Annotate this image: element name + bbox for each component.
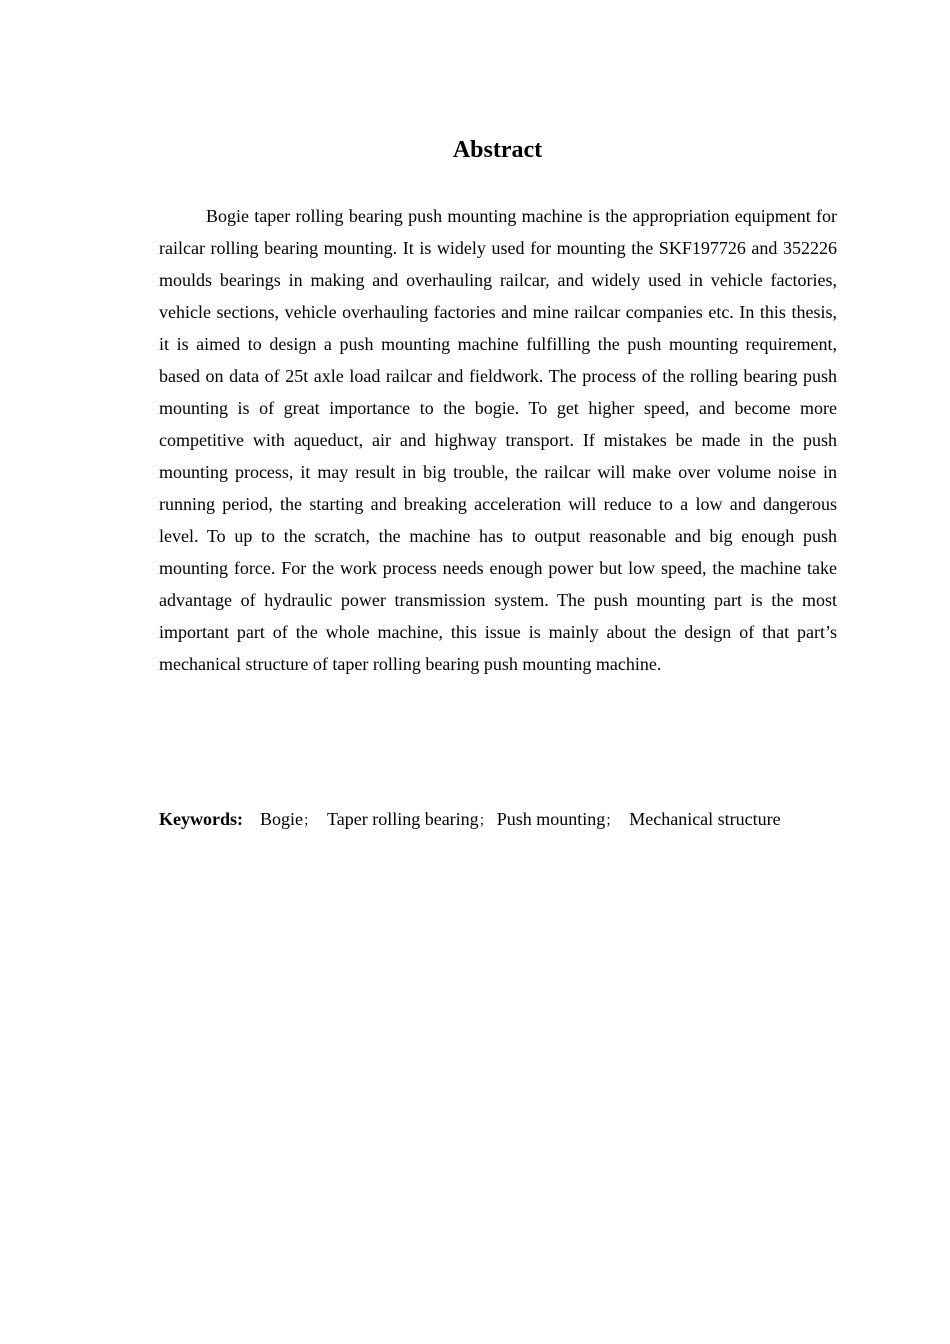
- keyword-item-taper-rolling-bearing: Taper rolling bearing: [327, 809, 479, 829]
- keyword-item-push-mounting: Push mounting: [496, 809, 606, 829]
- keywords-label: Keywords:: [159, 809, 243, 829]
- keyword-item-mechanical-structure: Mechanical structure: [629, 809, 781, 829]
- abstract-title: Abstract: [452, 137, 543, 163]
- keyword-separator: ；: [605, 813, 620, 829]
- keyword-item-bogie: Bogie: [260, 809, 303, 829]
- keywords-line: [159, 803, 879, 837]
- keyword-separator: ；: [303, 813, 317, 829]
- keyword-separator: ；: [478, 813, 493, 829]
- abstract-body: Bogie taper rolling bearing push mounting machine is the appropriation equipment for railcar rolling bearing mounting. It is widely used for mounting the SKF197726 and 352226 moulds bearings in making and overhauling railcar, and widely used in vehicle factories, vehicle sections, vehicle overhauling factories and mine railcar companies etc. In this thesis, it is aimed to design a push mounting machine fulfilling the push mounting requirement, based on data of 25t axle load railcar and fieldwork. The process of the rolling bearing push mounting is of great importance to the bogie. To get higher speed, and become more competitive with aqueduct, air and highway transport. If mistakes be made in the push mounting process, it may result in big trouble, the railcar will make over volume noise in running period, the starting and breaking acceleration will reduce to a low and dangerous level. To up to the scratch, the machine has to output reasonable and big enough push mounting force. For the work process needs enough power but low speed, the machine take advantage of hydraulic power transmission system. The push mounting part is the most important part of the whole machine, this issue is mainly about the design of that part’s mechanical structure of taper rolling bearing push mounting machine.: [159, 206, 837, 674]
